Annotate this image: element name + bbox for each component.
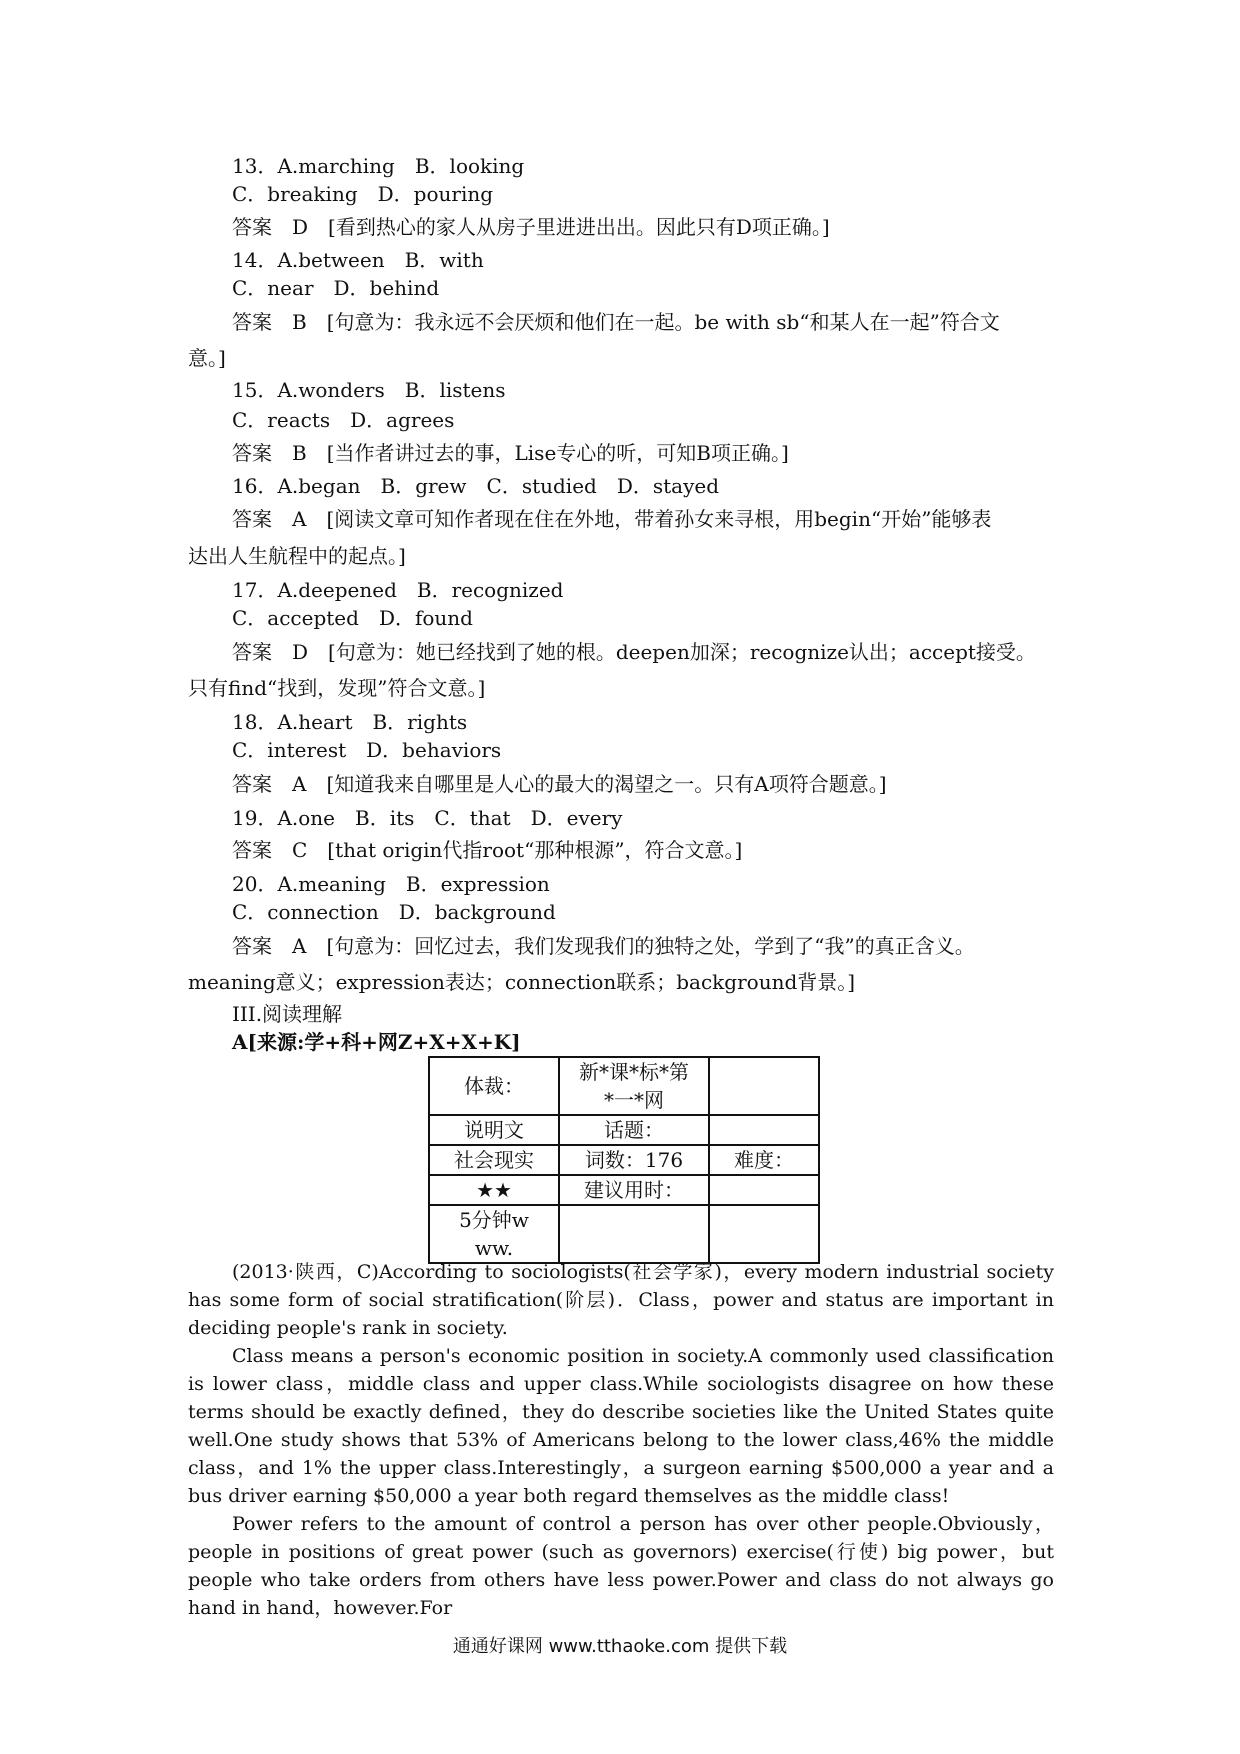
q14-answer: 答案 B [句意为：我永远不会厌烦和他们在一起。be with sb“和某人在一起”符合文 xyxy=(232,310,1000,334)
q17-answer: 答案 D [句意为：她已经找到了她的根。deepen加深；recognize认出；accept接受。 xyxy=(232,640,1036,664)
passage-info-table xyxy=(428,1056,820,1264)
q16-answer-cont: 达出人生航程中的起点。] xyxy=(188,544,406,568)
q14-options-ab: 14．A.between B．with xyxy=(232,248,484,272)
cell-watermark: 新*课*标*第 *一*网 xyxy=(559,1057,709,1115)
passage-paragraph-2: Class means a person's economic position in society.A commonly used classification is lower class，middle class and upper class.While sociologists disagree on how these terms should be exactly defined，they do describe societies like the United States quite well.One study shows that 53% of Americans belong to the lower class,46% the middle class，and 1% the upper class.Interestingly，a surgeon earning $500,000 a year and a bus driver earning $50,000 a year both regard themselves as the middle class! xyxy=(188,1345,1054,1507)
q17-options-cd: C．accepted D．found xyxy=(232,606,473,630)
q20-options-cd: C．connection D．background xyxy=(232,900,556,924)
q20-options-ab: 20．A.meaning B．expression xyxy=(232,872,550,896)
passage-paragraph-1: (2013·陕西，C)According to sociologists(社会学家)，every modern industrial society has some form of social stratification(阶层)．Class，power and status are important in deciding people's rank in society. xyxy=(188,1261,1054,1339)
q14-options-cd: C．near D．behind xyxy=(232,276,440,300)
cell-empty xyxy=(709,1205,819,1263)
q17-answer-cont: 只有find“找到，发现”符合文意。] xyxy=(188,676,486,700)
cell-empty xyxy=(559,1205,709,1263)
q20-answer: 答案 A [句意为：回忆过去，我们发现我们的独特之处，学到了“我”的真正含义。 xyxy=(232,934,975,958)
q18-options-cd: C．interest D．behaviors xyxy=(232,738,502,762)
q15-options-ab: 15．A.wonders B．listens xyxy=(232,378,506,402)
passage-paragraph-3: Power refers to the amount of control a person has over other people.Obviously，people in positions of great power (such as governors) exercise(行使) big power，but people who take orders from others have less power.Power and class do not always go hand in hand，however.For xyxy=(188,1513,1054,1619)
cell-empty xyxy=(709,1057,819,1115)
passage-source-label: A[来源:学+科+网Z+X+X+K] xyxy=(232,1030,521,1054)
cell-difficulty-label: 难度： xyxy=(709,1145,819,1175)
q19-options: 19．A.one B．its C．that D．every xyxy=(232,806,623,830)
cell-topic-label: 话题： xyxy=(559,1115,709,1145)
q20-answer-cont: meaning意义；expression表达；connection联系；background背景。] xyxy=(188,970,856,994)
q13-options-cd: C．breaking D．pouring xyxy=(232,182,494,206)
cell-topic-value: 社会现实 xyxy=(429,1145,559,1175)
q14-answer-cont: 意。] xyxy=(188,346,226,370)
q17-options-ab: 17．A.deepened B．recognized xyxy=(232,578,564,602)
cell-time-value: 5分钟w ww. xyxy=(429,1205,559,1263)
q15-answer: 答案 B [当作者讲过去的事，Lise专心的听，可知B项正确。] xyxy=(232,441,789,465)
q18-answer: 答案 A [知道我来自哪里是人心的最大的渴望之一。只有A项符合题意。] xyxy=(232,772,887,796)
page-footer: 通通好课网 www.tthaoke.com 提供下载 xyxy=(452,1636,788,1657)
section-heading: III.阅读理解 xyxy=(232,1002,343,1026)
q16-options: 16．A.began B．grew C．studied D．stayed xyxy=(232,474,720,498)
cell-genre-label: 体裁： xyxy=(429,1057,559,1115)
cell-word-count: 词数：176 xyxy=(559,1145,709,1175)
cell-difficulty-stars: ★★ xyxy=(429,1175,559,1205)
q13-answer: 答案 D [看到热心的家人从房子里进进出出。因此只有D项正确。] xyxy=(232,215,830,239)
q16-answer: 答案 A [阅读文章可知作者现在住在外地，带着孙女来寻根，用begin“开始”能够表 xyxy=(232,507,992,531)
cell-empty xyxy=(709,1115,819,1145)
q19-answer: 答案 C [that origin代指root“那种根源”，符合文意。] xyxy=(232,838,743,862)
cell-genre-value: 说明文 xyxy=(429,1115,559,1145)
cell-empty xyxy=(709,1175,819,1205)
q13-options-ab: 13．A.marching B．looking xyxy=(232,154,525,178)
q15-options-cd: C．reacts D．agrees xyxy=(232,408,455,432)
q18-options-ab: 18．A.heart B．rights xyxy=(232,710,468,734)
cell-time-label: 建议用时： xyxy=(559,1175,709,1205)
